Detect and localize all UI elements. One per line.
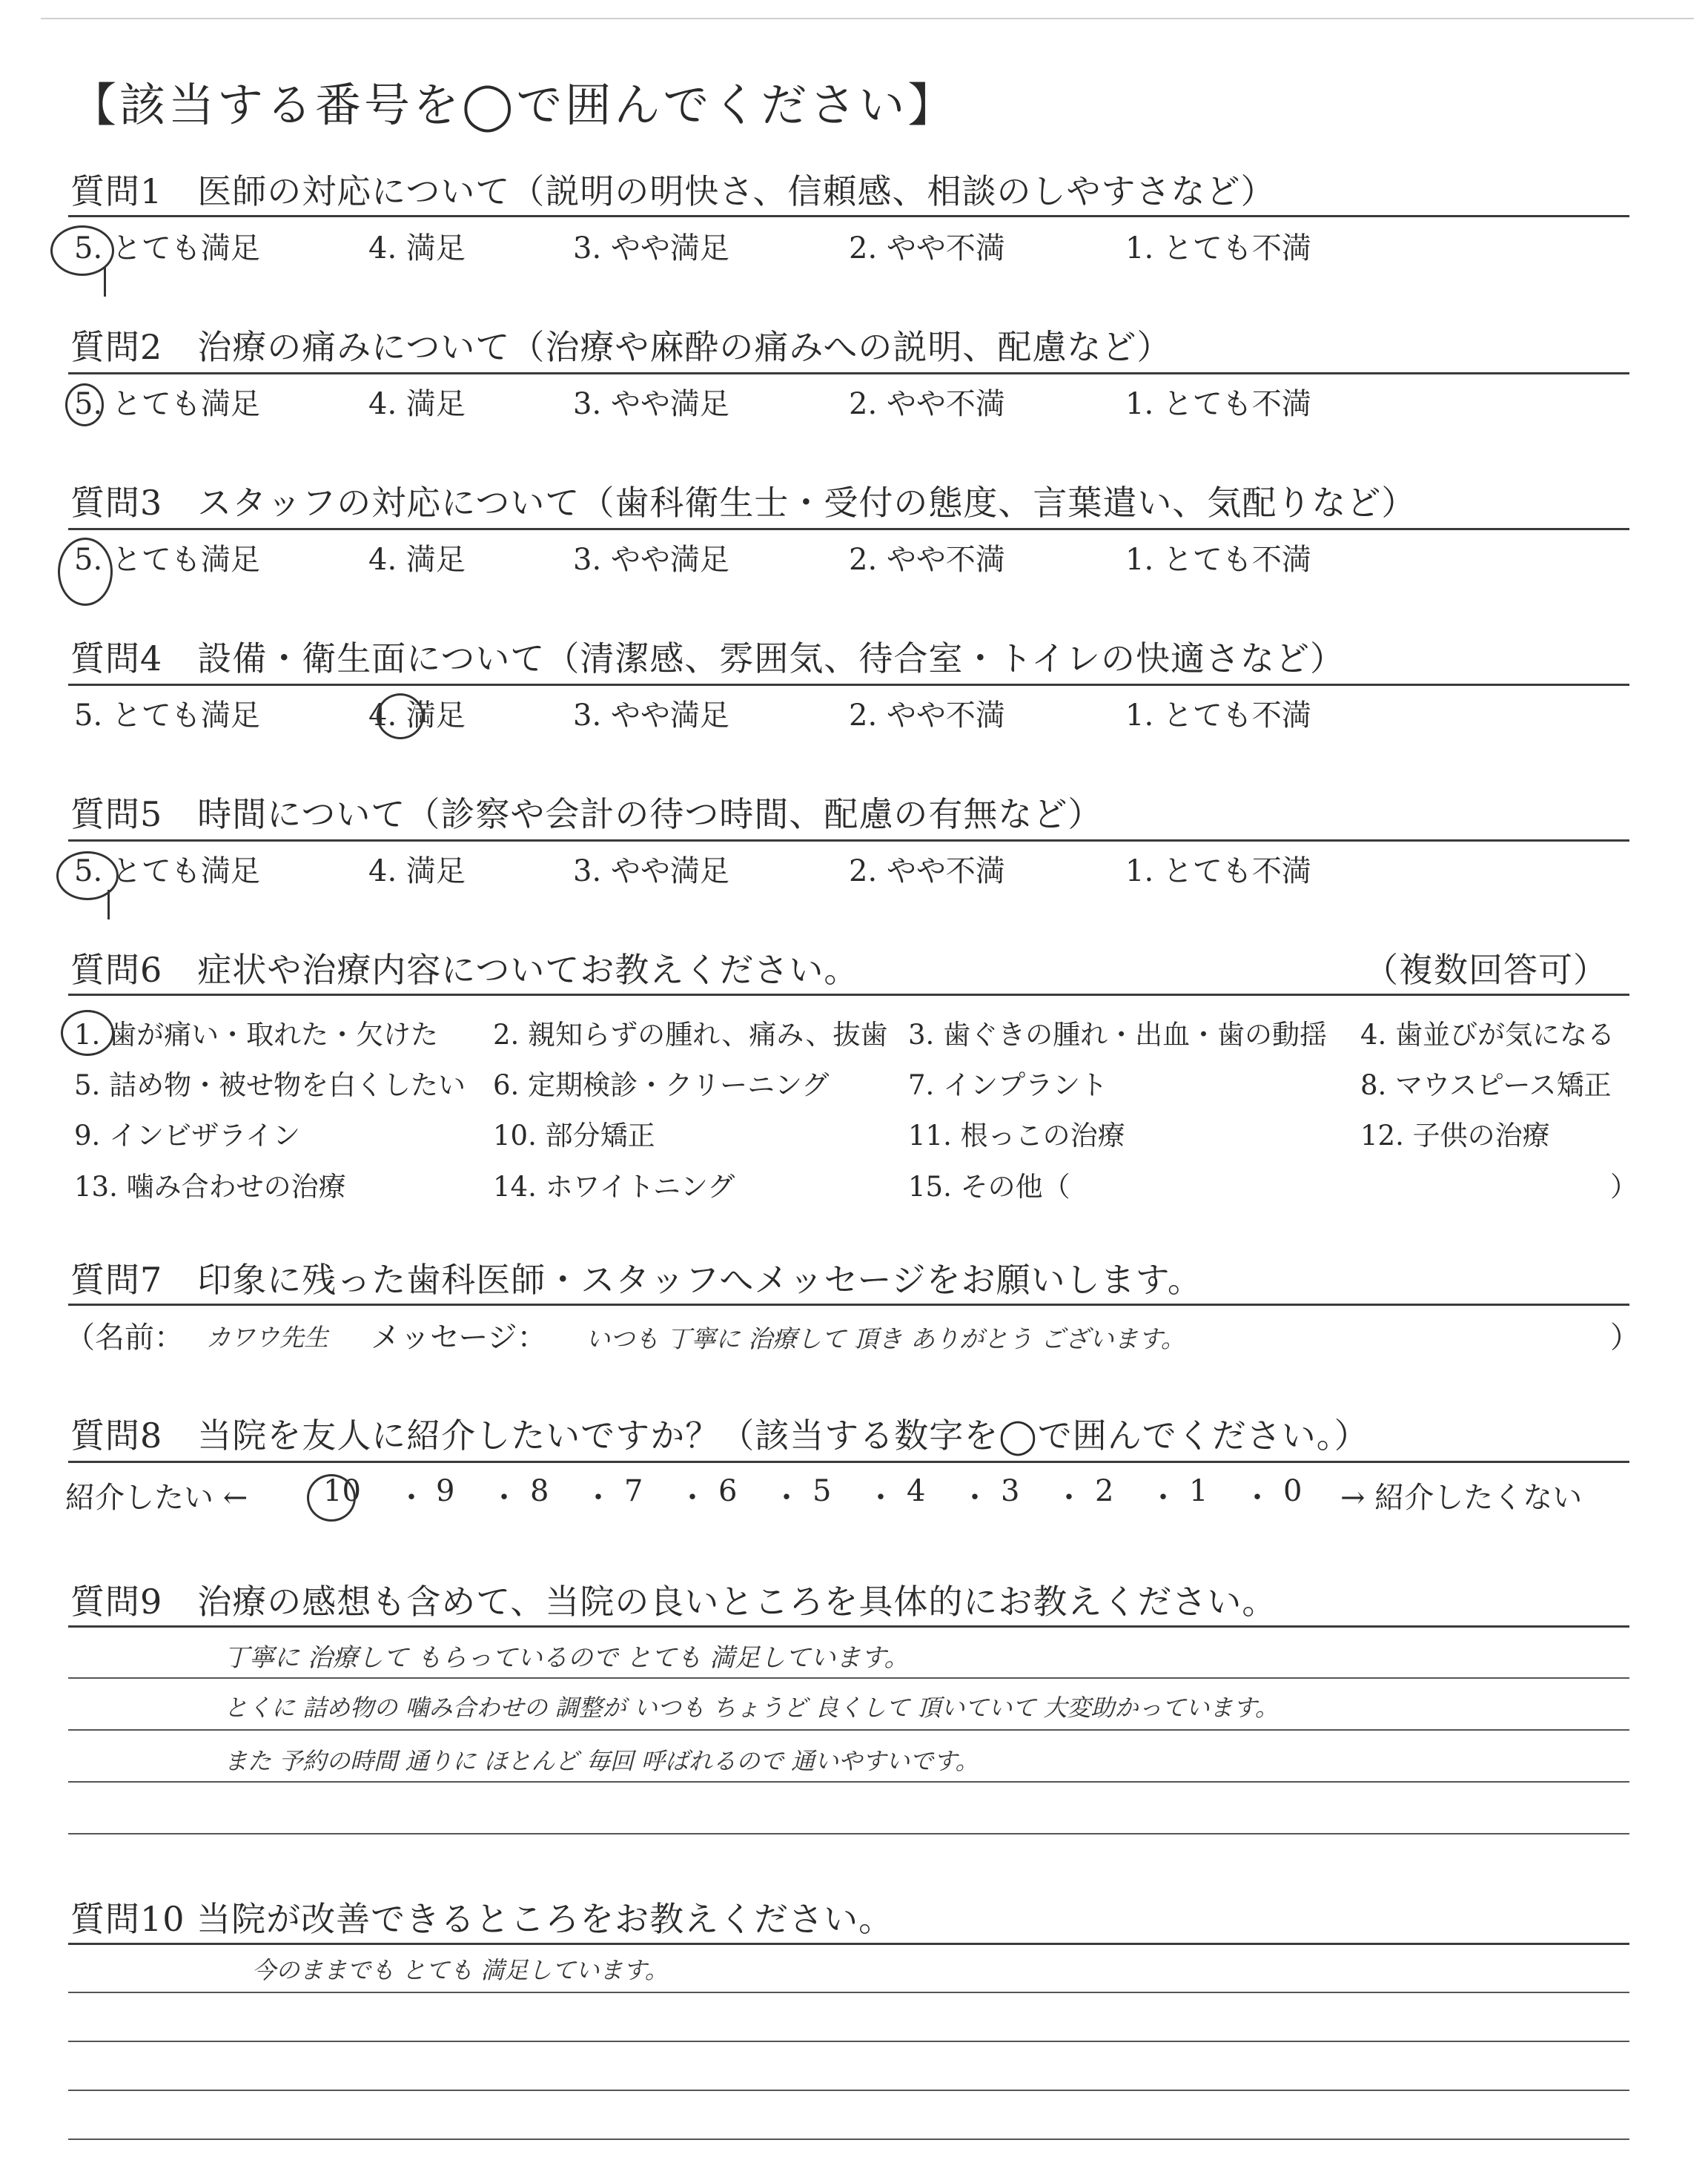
q5-option-2[interactable]: 2. やや不満 (849, 854, 1005, 888)
q8-sep-8: ・ (1054, 1481, 1084, 1515)
question-4-rule (68, 684, 1629, 686)
q10-writing-line-2 (68, 2041, 1629, 2042)
q8-scale-2[interactable]: 2 (1095, 1474, 1114, 1508)
q6-option-1[interactable]: 1. 歯が痛い・取れた・欠けた (74, 1019, 439, 1051)
q9-answer-line-1[interactable]: 丁寧に 治療して もらっているので とても 満足しています。 (224, 1643, 910, 1673)
q4-option-5[interactable]: 5. とても満足 (74, 698, 260, 733)
question-8-rule (68, 1461, 1629, 1463)
q6-option-4[interactable]: 4. 歯並びが気になる (1360, 1019, 1615, 1051)
question-2-title: 質問2 治療の痛みについて（治療や麻酔の痛みへの説明、配慮など） (70, 327, 1172, 367)
q6-option-15-close: ） (1610, 1171, 1638, 1203)
question-10-title: 質問10 当院が改善できるところをお教えください。 (70, 1899, 894, 1939)
q6-option-9[interactable]: 9. インビザライン (74, 1120, 300, 1152)
q6-option-14[interactable]: 14. ホワイトニング (493, 1171, 735, 1203)
q10-writing-line-3 (68, 2090, 1629, 2091)
q1-option-5[interactable]: 5. とても満足 (74, 231, 260, 265)
q7-name-label: （名前： (65, 1321, 184, 1355)
q7-name-value[interactable]: カワウ先生 (206, 1323, 328, 1352)
q4-selection-circle (377, 693, 424, 739)
question-8-title: 質問8 当院を友人に紹介したいですか？（該当する数字を◯で囲んでください。） (70, 1416, 1369, 1456)
question-7-title: 質問7 印象に残った歯科医師・スタッフへメッセージをお願いします。 (70, 1260, 1202, 1300)
q4-option-3[interactable]: 3. やや満足 (573, 698, 729, 733)
question-1-title: 質問1 医師の対応について（説明の明快さ、信頼感、相談のしやすさなど） (70, 171, 1276, 211)
q6-option-6[interactable]: 6. 定期検診・クリーニング (493, 1069, 830, 1101)
question-9-title: 質問9 治療の感想も含めて、当院の良いところを具体的にお教えください。 (70, 1582, 1277, 1622)
q3-option-4[interactable]: 4. 満足 (368, 543, 466, 577)
q10-writing-line-4 (68, 2138, 1629, 2140)
question-7-rule (68, 1304, 1629, 1306)
question-5-title: 質問5 時間について（診察や会計の待つ時間、配慮の有無など） (70, 794, 1103, 834)
q3-option-3[interactable]: 3. やや満足 (573, 543, 729, 577)
q7-close-paren: ） (1610, 1321, 1640, 1355)
question-10-rule (68, 1943, 1629, 1945)
scan-edge-line (41, 18, 1694, 19)
q9-writing-line-1 (68, 1677, 1629, 1679)
q6-option-7[interactable]: 7. インプラント (908, 1069, 1108, 1101)
q2-selection-circle (65, 383, 104, 426)
q8-sep-3: ・ (583, 1481, 613, 1515)
q4-option-1[interactable]: 1. とても不満 (1125, 698, 1311, 733)
q5-option-4[interactable]: 4. 満足 (368, 854, 466, 888)
q8-scale-8[interactable]: 8 (530, 1474, 549, 1508)
form-instruction-title: 【該当する番号を◯で囲んでください】 (70, 78, 957, 132)
q8-sep-1: ・ (397, 1481, 426, 1515)
q1-option-2[interactable]: 2. やや不満 (849, 231, 1005, 265)
question-6-rule (68, 994, 1629, 996)
q8-sep-6: ・ (866, 1481, 896, 1515)
q3-option-5[interactable]: 5. とても満足 (74, 543, 260, 577)
q5-option-5[interactable]: 5. とても満足 (74, 854, 260, 888)
q6-option-5[interactable]: 5. 詰め物・被せ物を白くしたい (74, 1069, 466, 1101)
q6-option-3[interactable]: 3. 歯ぐきの腫れ・出血・歯の動揺 (908, 1019, 1328, 1051)
q1-option-3[interactable]: 3. やや満足 (573, 231, 729, 265)
q4-option-2[interactable]: 2. やや不満 (849, 698, 1005, 733)
q6-option-8[interactable]: 8. マウスピース矯正 (1360, 1069, 1612, 1101)
question-1-rule (68, 215, 1629, 217)
q2-option-1[interactable]: 1. とても不満 (1125, 387, 1311, 421)
question-3-title: 質問3 スタッフの対応について（歯科衛生士・受付の態度、言葉遣い、気配りなど） (70, 483, 1417, 523)
q6-option-11[interactable]: 11. 根っこの治療 (908, 1120, 1125, 1152)
q8-scale-1[interactable]: 1 (1189, 1474, 1208, 1508)
q6-option-15[interactable]: 15. その他（ (908, 1171, 1070, 1203)
q5-option-3[interactable]: 3. やや満足 (573, 854, 729, 888)
q2-option-4[interactable]: 4. 満足 (368, 387, 466, 421)
q9-writing-line-4 (68, 1833, 1629, 1834)
q8-scale-0[interactable]: 0 (1283, 1474, 1302, 1508)
q8-sep-9: ・ (1148, 1481, 1178, 1515)
q8-sep-2: ・ (489, 1481, 519, 1515)
q10-answer-line-1[interactable]: 今のままでも とても 満足しています。 (252, 1956, 669, 1984)
q5-option-1[interactable]: 1. とても不満 (1125, 854, 1311, 888)
question-6-title: 質問6 症状や治療内容についてお教えください。 (70, 950, 859, 990)
q8-scale-10[interactable]: 10 (323, 1474, 361, 1508)
q8-scale-6[interactable]: 6 (718, 1474, 738, 1508)
q8-right-label: → 紹介したくない (1340, 1481, 1583, 1515)
q2-option-5[interactable]: 5. とても満足 (74, 387, 260, 421)
q1-option-1[interactable]: 1. とても不満 (1125, 231, 1311, 265)
q8-sep-10: ・ (1242, 1481, 1272, 1515)
question-2-rule (68, 372, 1629, 374)
q2-option-2[interactable]: 2. やや不満 (849, 387, 1005, 421)
q8-left-label: 紹介したい ← (65, 1481, 248, 1515)
q3-option-2[interactable]: 2. やや不満 (849, 543, 1005, 577)
question-4-title: 質問4 設備・衛生面について（清潔感、雰囲気、待合室・トイレの快適さなど） (70, 638, 1345, 678)
question-6-note: （複数回答可） (1364, 950, 1608, 990)
q6-option-13[interactable]: 13. 噛み合わせの治療 (74, 1171, 346, 1203)
q8-sep-4: ・ (678, 1481, 707, 1515)
q8-sep-7: ・ (960, 1481, 990, 1515)
q6-selection-circle (61, 1010, 114, 1056)
q8-scale-3[interactable]: 3 (1001, 1474, 1020, 1508)
q1-selection-tail (104, 267, 106, 297)
q9-writing-line-2 (68, 1729, 1629, 1731)
q1-option-4[interactable]: 4. 満足 (368, 231, 466, 265)
q4-option-4[interactable]: 4. 満足 (368, 698, 466, 733)
q7-message-value[interactable]: いつも 丁寧に 治療して 頂き ありがとう ございます。 (586, 1324, 1185, 1353)
q7-message-label: メッセージ： (371, 1321, 547, 1355)
q10-writing-line-1 (68, 1992, 1629, 1993)
q9-writing-line-3 (68, 1781, 1629, 1783)
q8-sep-5: ・ (772, 1481, 801, 1515)
q8-scale-5[interactable]: 5 (812, 1474, 832, 1508)
q6-option-10[interactable]: 10. 部分矯正 (493, 1120, 655, 1152)
question-3-rule (68, 528, 1629, 530)
q8-selection-circle (307, 1474, 356, 1522)
q9-answer-line-3[interactable]: また 予約の時間 通りに ほとんど 毎回 呼ばれるので 通いやすいです。 (224, 1747, 979, 1775)
q9-answer-line-2[interactable]: とくに 詰め物の 噛み合わせの 調整が いつも ちょうど 良くして 頂いていて 大変助かっています。 (224, 1694, 1279, 1722)
q2-option-3[interactable]: 3. やや満足 (573, 387, 729, 421)
q6-option-12[interactable]: 12. 子供の治療 (1360, 1120, 1550, 1152)
q3-option-1[interactable]: 1. とても不満 (1125, 543, 1311, 577)
q5-selection-tail (107, 890, 110, 919)
q8-scale-7[interactable]: 7 (624, 1474, 643, 1508)
question-5-rule (68, 839, 1629, 842)
q8-scale-4[interactable]: 4 (907, 1474, 926, 1508)
q8-scale-9[interactable]: 9 (436, 1474, 455, 1508)
q6-option-2[interactable]: 2. 親知らずの腫れ、痛み、抜歯 (493, 1019, 888, 1051)
question-9-rule (68, 1625, 1629, 1628)
q3-selection-circle (58, 538, 113, 606)
